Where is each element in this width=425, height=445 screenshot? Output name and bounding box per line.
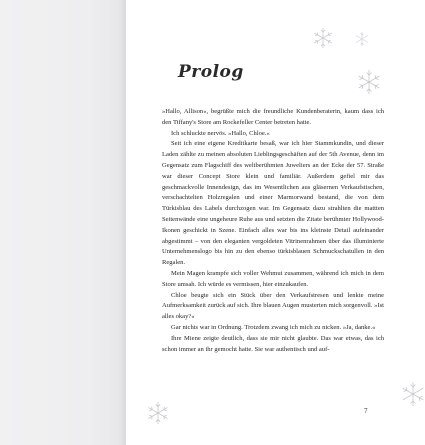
snowflake-icon <box>354 31 370 47</box>
snowflake-icon <box>356 69 382 95</box>
page-number: 7 <box>364 407 368 415</box>
snowflake-icon <box>146 401 170 425</box>
paragraph: Ihre Miene zeigte deutlich, dass sie mir nicht glaubte. Das war etwas, das ich schon immer an ihr gemocht hatte. Sie war authentisch und auf- <box>162 334 384 353</box>
body-text <box>162 107 384 355</box>
paragraph: Chloe beugte sich ein Stück über den Verkaufstresen und lenkte meine Aufmerksamkeit zurück auf sich. Ihre blauen Augen musterten mich sorgenvoll. »Ist alles okay?« <box>162 291 384 321</box>
snowflake-icon <box>312 27 334 49</box>
paragraph: Gar nichts war in Ordnung. Trotzdem zwang ich mich zu nicken. »Ja, danke.« <box>171 323 376 331</box>
paragraph: Ich schluckte nervös. »Hallo, Chloe.« <box>171 129 270 137</box>
chapter-title: Prolog <box>178 62 244 82</box>
paragraph: Mein Magen krampfe sich voller Wehmut zusammen, während ich mich in dem Store umsah. Ich würde es vermissen, hier einzukaufen. <box>162 269 384 288</box>
paragraph: Seit ich eine eigene Kreditkarte besaß, war ich hier Stammkundin, und dieser Laden zählte zu meinen absoluten Lieblingsgeschäften auf der 5th Avenue, denn im Gegensatz zum Flagschiff des weltberühmten Juweliers an der Ecke der 57. Straße war dieser Concept Store klein und familiär. Außerdem gefiel mir das geschmackvolle Innendesign, das im Wesentlichen aus gläsernen Verkaufstischen, verschachtelten Holzregalen und einer Marmorwand bestand, die von dem Türkisblau des Labels durchzogen war. Im Gegensatz dazu strahlten die mattten Seitenwände eine ungeheure Ruhe aus und setzten die Zitate berühmter Hollywood-Ikonen geschickt in Szene. Einfach alles war bis ins kleinste Detail aufeinander abgestimmt – von den eleganten vergoldeten Vitrinenrahmen über das illuminierte Unternehmenslogo bis hin zu den ebenso türkisblauen Schmuckschatullen in den Regalen. <box>162 140 384 267</box>
snowflake-icon <box>401 380 425 408</box>
left-page <box>0 0 126 445</box>
paragraph: »Hallo, Allison«, begrüßte mich die freundliche Kundenberaterin, kaum dass ich den Tiffany's Store am Rockefeller Center betreten hatte. <box>162 108 384 126</box>
